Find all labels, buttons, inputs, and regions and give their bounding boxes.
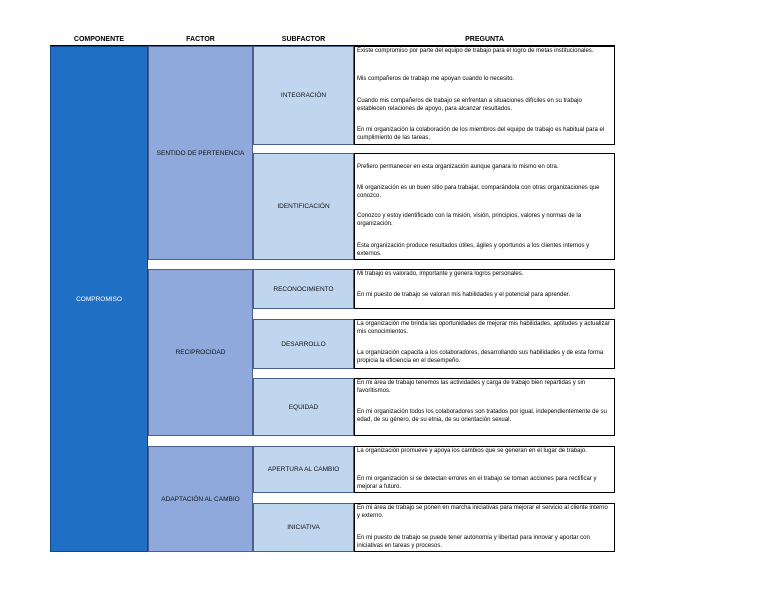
preguntas-desarrollo [354,319,615,369]
pregunta-item: Prefiero permanecer en esta organización aunque ganara lo mismo en otra. [357,164,559,170]
pregunta-item: En mi área de trabajo tenemos las actividades y carga de trabajo bien repartidas y sin favoritismos. [357,380,586,394]
preguntas-equidad [354,378,615,436]
pregunta-item: Conozco y estoy identificado con la misión, visión, principios, valores y normas de la organización. [357,213,582,227]
pregunta-item: En mi organización todos los colaboradores son tratados por igual, independientemente de su edad, de su género, de su etnia, de su orientación sexual. [357,409,607,423]
subfactor-reconocimiento: RECONOCIMIENTO [253,269,354,309]
subfactor-equidad: EQUIDAD [253,378,354,436]
pregunta-item: Existe compromiso por parte del equipo de trabajo para el logro de metas institucionales. [357,48,594,54]
preguntas-reconocimiento [354,269,615,309]
pregunta-item: En mi organización la colaboración de los miembros del equipo de trabajo es habitual para el cumplimiento de las tareas. [357,127,605,141]
pregunta-item: La organización promueve y apoya los cambios que se generan en el lugar de trabajo. [357,448,587,454]
pregunta-item: En mi organización si se detectan errores en el trabajo se toman acciones para rectificar y mejorar a futuro. [357,476,597,490]
subfactor-iniciativa: INICIATIVA [253,503,354,552]
pregunta-item: En mi puesto de trabajo se puede tener autonomía y libertad para innovar y aportar con iniciativas en tareas y procesos. [357,535,590,549]
header-componente: COMPONENTE [73,36,125,43]
pregunta-item: La organización capacita a los colaboradores, desarrollando sus habilidades y de esta forma propicia la eficiencia en el desempeño. [357,350,604,364]
preguntas-iniciativa [354,503,615,552]
preguntas-apertura [354,446,615,493]
subfactor-identificacion: IDENTIFICACIÓN [253,153,354,260]
pregunta-item: Mis compañeros de trabajo me apoyan cuando lo necesito. [357,76,515,82]
componente-cell: COMPROMISO [50,46,148,552]
factor-cell-reciprocidad: RECIPROCIDAD [148,269,253,436]
pregunta-item: Mi trabajo es valorado, importante y genera logros personales. [357,271,524,277]
subfactor-integracion: INTEGRACIÓN [253,46,354,145]
pregunta-item: En mi puesto de trabajo se valoran mis habilidades y el potencial para aprender. [357,292,571,298]
preguntas-integracion [354,46,615,145]
factor-cell-sentido: SENTIDO DE PERTENENCIA [148,46,253,260]
pregunta-item: Esta organización produce resultados útiles, ágiles y oportunos a los clientes internos y externos. [357,243,590,257]
subfactor-apertura: APERTURA AL CAMBIO [253,446,354,493]
pregunta-item: En mi área de trabajo se ponen en marcha iniciativas para mejorar el servicio al cliente interno y externo. [357,505,608,519]
header-pregunta: PREGUNTA [465,36,504,43]
header-factor: FACTOR [186,36,215,43]
pregunta-item: La organización me brinda las oportunidades de mejorar mis habilidades, aptitudes y actualizar mis conocimientos. [357,321,610,335]
preguntas-identificacion [354,153,615,260]
factor-cell-adaptacion: ADAPTACIÓN AL CAMBIO [148,446,253,552]
subfactor-desarrollo: DESARROLLO [253,319,354,369]
header-subfactor: SUBFACTOR [281,36,326,43]
pregunta-item: Cuando mis compañeros de trabajo se enfrentan a situaciones difíciles en su trabajo establecen relaciones de apoyo, para alcanzar resultados. [357,98,582,112]
pregunta-item: Mi organización es un buen sitio para trabajar, comparándola con otras organizaciones que conozco. [357,185,600,199]
